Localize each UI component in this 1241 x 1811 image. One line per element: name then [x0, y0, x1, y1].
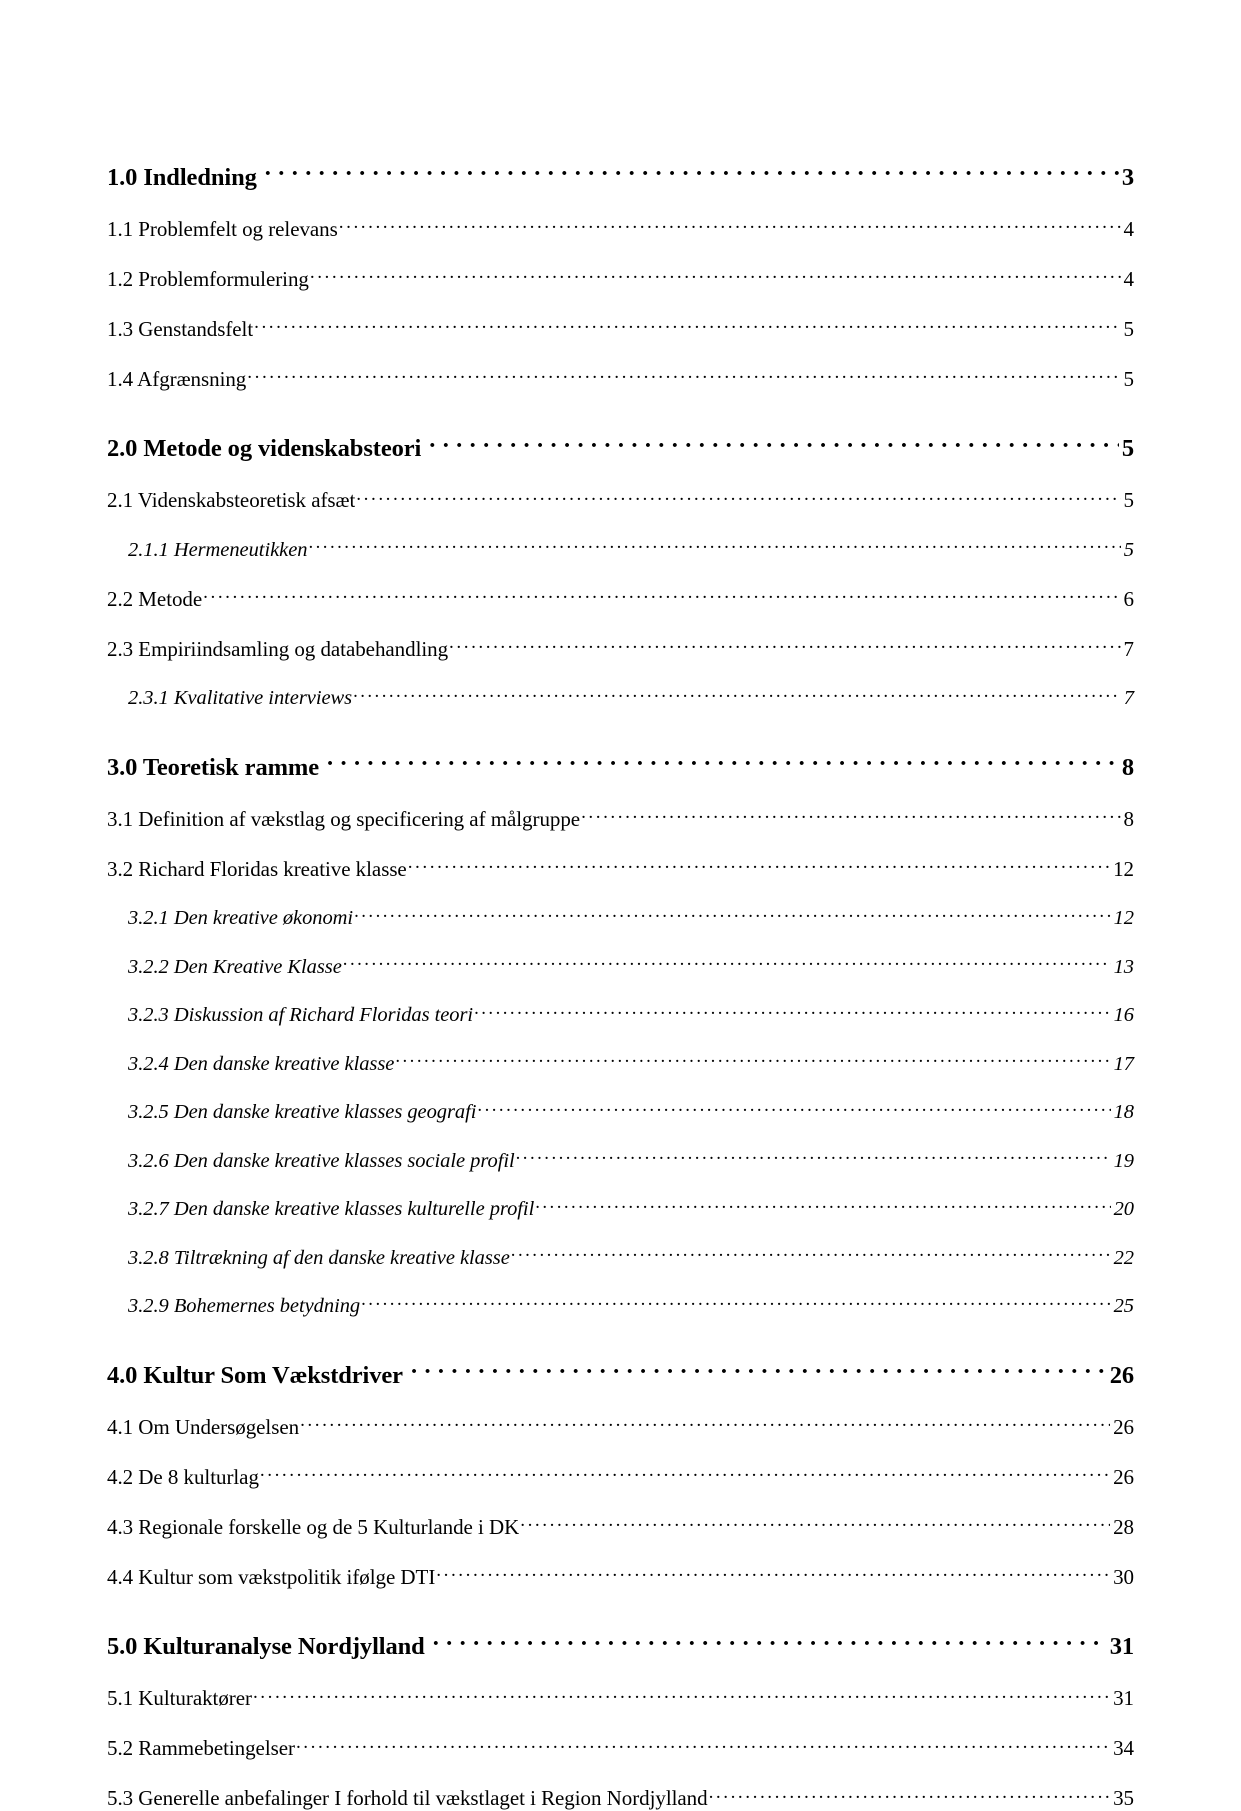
toc-entry-title: 1.4 Afgrænsning [107, 366, 247, 391]
toc-entry-page-number: 35 [1113, 1786, 1134, 1810]
toc-entry-page-number: 18 [1113, 1101, 1134, 1123]
toc-entry-title: 3.1 Definition af vækstlag og specificering af målgruppe [107, 806, 581, 831]
toc-entry[interactable] [107, 635, 1134, 662]
toc-entry-page-number: 26 [1109, 1361, 1134, 1389]
toc-leader-dots [408, 855, 1110, 876]
toc-entry[interactable] [107, 1195, 1134, 1222]
toc-entry[interactable] [107, 1292, 1134, 1319]
toc-entry-page-number: 17 [1113, 1052, 1134, 1075]
toc-entry[interactable] [107, 215, 1134, 242]
toc-entry[interactable] [107, 750, 1134, 782]
toc-entry[interactable] [107, 1146, 1134, 1173]
toc-leader-dots [356, 486, 1120, 507]
toc-entry-title: 1.0 Indledning [107, 163, 257, 191]
toc-entry[interactable] [107, 315, 1134, 342]
toc-leader-dots [477, 1098, 1110, 1119]
toc-entry-title: 5.1 Kulturaktører [107, 1686, 252, 1710]
toc-entry[interactable] [107, 265, 1134, 292]
toc-entry-title: 5.2 Rammebetingelser [107, 1736, 295, 1760]
toc-leader-dots [310, 265, 1121, 286]
toc-leader-dots [300, 1413, 1110, 1434]
toc-leader-dots [203, 585, 1120, 606]
toc-entry-title: 3.2.5 Den danske kreative klasses geografi [128, 1101, 477, 1123]
toc-entry-title: 1.3 Genstandsfelt [107, 316, 254, 341]
toc-entry-page-number: 5 [1123, 316, 1134, 341]
toc-entry-page-number: 26 [1113, 1414, 1134, 1439]
toc-entry[interactable] [107, 684, 1134, 711]
table-of-contents [107, 160, 1134, 1811]
toc-entry-page-number: 5 [1123, 366, 1134, 391]
toc-entry-page-number: 26 [1113, 1464, 1134, 1489]
toc-entry-title: 3.0 Teoretisk ramme [107, 753, 319, 781]
toc-entry[interactable] [107, 1413, 1134, 1440]
toc-entry-title: 4.0 Kultur Som Vækstdriver [107, 1361, 403, 1389]
toc-leader-dots [520, 1513, 1110, 1534]
toc-entry[interactable] [107, 1513, 1134, 1540]
toc-entry[interactable] [107, 432, 1134, 464]
toc-entry-title: 3.2.8 Tiltrækning af den danske kreative klasse [128, 1246, 510, 1269]
toc-leader-dots [474, 1001, 1111, 1022]
toc-entry-page-number: 5 [1121, 435, 1134, 462]
toc-entry[interactable] [107, 904, 1134, 931]
toc-leader-dots [339, 215, 1121, 236]
toc-entry-title: 3.2.7 Den danske kreative klasses kulturelle profil [128, 1198, 535, 1220]
toc-leader-dots [327, 750, 1119, 775]
toc-entry-title: 3.2.6 Den danske kreative klasses sociale profil [128, 1149, 515, 1172]
toc-entry-page-number: 12 [1113, 856, 1134, 881]
toc-leader-dots [581, 805, 1120, 826]
toc-entry-page-number: 30 [1113, 1564, 1134, 1589]
toc-entry[interactable] [107, 160, 1134, 192]
toc-entry[interactable] [107, 1563, 1134, 1590]
toc-leader-dots [308, 535, 1120, 556]
toc-entry[interactable] [107, 855, 1134, 882]
toc-entry-title: 3.2.3 Diskussion af Richard Floridas teori [128, 1004, 474, 1026]
toc-entry-title: 2.1.1 Hermeneutikken [128, 538, 308, 561]
toc-entry-page-number: 12 [1113, 907, 1134, 929]
toc-entry-title: 2.2 Metode [107, 586, 203, 611]
toc-entry-title: 2.0 Metode og videnskabsteori [107, 435, 422, 462]
toc-entry[interactable] [107, 805, 1134, 832]
toc-leader-dots [353, 684, 1121, 705]
toc-entry-page-number: 34 [1113, 1736, 1134, 1760]
toc-entry-page-number: 5 [1123, 538, 1134, 561]
toc-entry-page-number: 31 [1113, 1686, 1134, 1710]
toc-entry-page-number: 8 [1123, 806, 1134, 831]
toc-leader-dots [354, 904, 1111, 925]
toc-entry-page-number: 7 [1123, 636, 1134, 661]
toc-leader-dots [296, 1734, 1110, 1755]
toc-entry[interactable] [107, 1463, 1134, 1490]
toc-entry-title: 1.1 Problemfelt og relevans [107, 216, 338, 241]
toc-leader-dots [253, 1684, 1110, 1705]
toc-entry-title: 4.2 De 8 kulturlag [107, 1464, 259, 1489]
toc-entry[interactable] [107, 1784, 1134, 1811]
toc-entry-page-number: 13 [1113, 955, 1134, 978]
toc-entry[interactable] [107, 1630, 1134, 1662]
toc-leader-dots [433, 1630, 1107, 1655]
toc-entry-page-number: 4 [1123, 216, 1134, 241]
toc-entry-title: 4.1 Om Undersøgelsen [107, 1414, 300, 1439]
toc-entry[interactable] [107, 1684, 1134, 1711]
toc-leader-dots [361, 1292, 1110, 1313]
toc-entry-title: 1.2 Problemformulering [107, 266, 309, 291]
toc-entry[interactable] [107, 1098, 1134, 1125]
toc-leader-dots [395, 1049, 1110, 1070]
toc-leader-dots [343, 952, 1111, 973]
toc-entry-title: 4.4 Kultur som vækstpolitik ifølge DTI [107, 1564, 436, 1589]
toc-entry-title: 4.3 Regionale forskelle og de 5 Kulturlande i DK [107, 1514, 520, 1539]
toc-entry[interactable] [107, 486, 1134, 513]
toc-leader-dots [247, 365, 1120, 386]
toc-entry[interactable] [107, 585, 1134, 612]
toc-entry-title: 5.3 Generelle anbefalinger I forhold til vækstlaget i Region Nordjylland [107, 1786, 708, 1810]
toc-leader-dots [516, 1146, 1111, 1167]
toc-entry-page-number: 4 [1123, 266, 1134, 291]
toc-entry-page-number: 28 [1113, 1514, 1134, 1539]
toc-entry-title: 2.3 Empiriindsamling og databehandling [107, 636, 449, 661]
toc-entry-page-number: 8 [1121, 753, 1134, 781]
toc-entry[interactable] [107, 365, 1134, 392]
toc-leader-dots [449, 635, 1121, 656]
toc-entry-page-number: 5 [1123, 488, 1134, 512]
toc-entry[interactable] [107, 1358, 1134, 1390]
toc-entry-page-number: 19 [1113, 1149, 1134, 1172]
toc-entry[interactable] [107, 535, 1134, 562]
toc-leader-dots [535, 1195, 1110, 1216]
toc-entry[interactable] [107, 952, 1134, 979]
toc-leader-dots [254, 315, 1120, 336]
toc-entry-page-number: 7 [1123, 687, 1134, 709]
toc-entry-page-number: 20 [1113, 1198, 1134, 1220]
toc-entry-title: 2.1 Videnskabsteoretisk afsæt [107, 488, 356, 512]
toc-leader-dots [511, 1243, 1111, 1264]
toc-entry-title: 3.2.4 Den danske kreative klasse [128, 1052, 395, 1075]
toc-entry-title: 3.2.2 Den Kreative Klasse [128, 955, 342, 978]
toc-entry-page-number: 25 [1113, 1295, 1134, 1317]
toc-entry-page-number: 3 [1121, 163, 1134, 191]
toc-leader-dots [260, 1463, 1110, 1484]
toc-entry-page-number: 22 [1113, 1246, 1134, 1269]
toc-entry[interactable] [107, 1734, 1134, 1761]
toc-entry-title: 3.2.9 Bohemernes betydning [128, 1295, 361, 1317]
toc-entry-title: 3.2 Richard Floridas kreative klasse [107, 856, 407, 881]
toc-entry-page-number: 16 [1113, 1004, 1134, 1026]
toc-entry[interactable] [107, 1001, 1134, 1028]
toc-leader-dots [436, 1563, 1110, 1584]
toc-entry[interactable] [107, 1243, 1134, 1270]
toc-entry[interactable] [107, 1049, 1134, 1076]
toc-leader-dots [429, 432, 1119, 457]
toc-entry-title: 3.2.1 Den kreative økonomi [128, 907, 354, 929]
toc-entry-page-number: 31 [1109, 1633, 1134, 1660]
toc-leader-dots [709, 1784, 1111, 1805]
toc-entry-page-number: 6 [1123, 586, 1134, 611]
toc-entry-title: 2.3.1 Kvalitative interviews [128, 687, 353, 709]
toc-entry-title: 5.0 Kulturanalyse Nordjylland [107, 1633, 425, 1660]
toc-leader-dots [411, 1358, 1107, 1383]
toc-leader-dots [265, 160, 1119, 185]
